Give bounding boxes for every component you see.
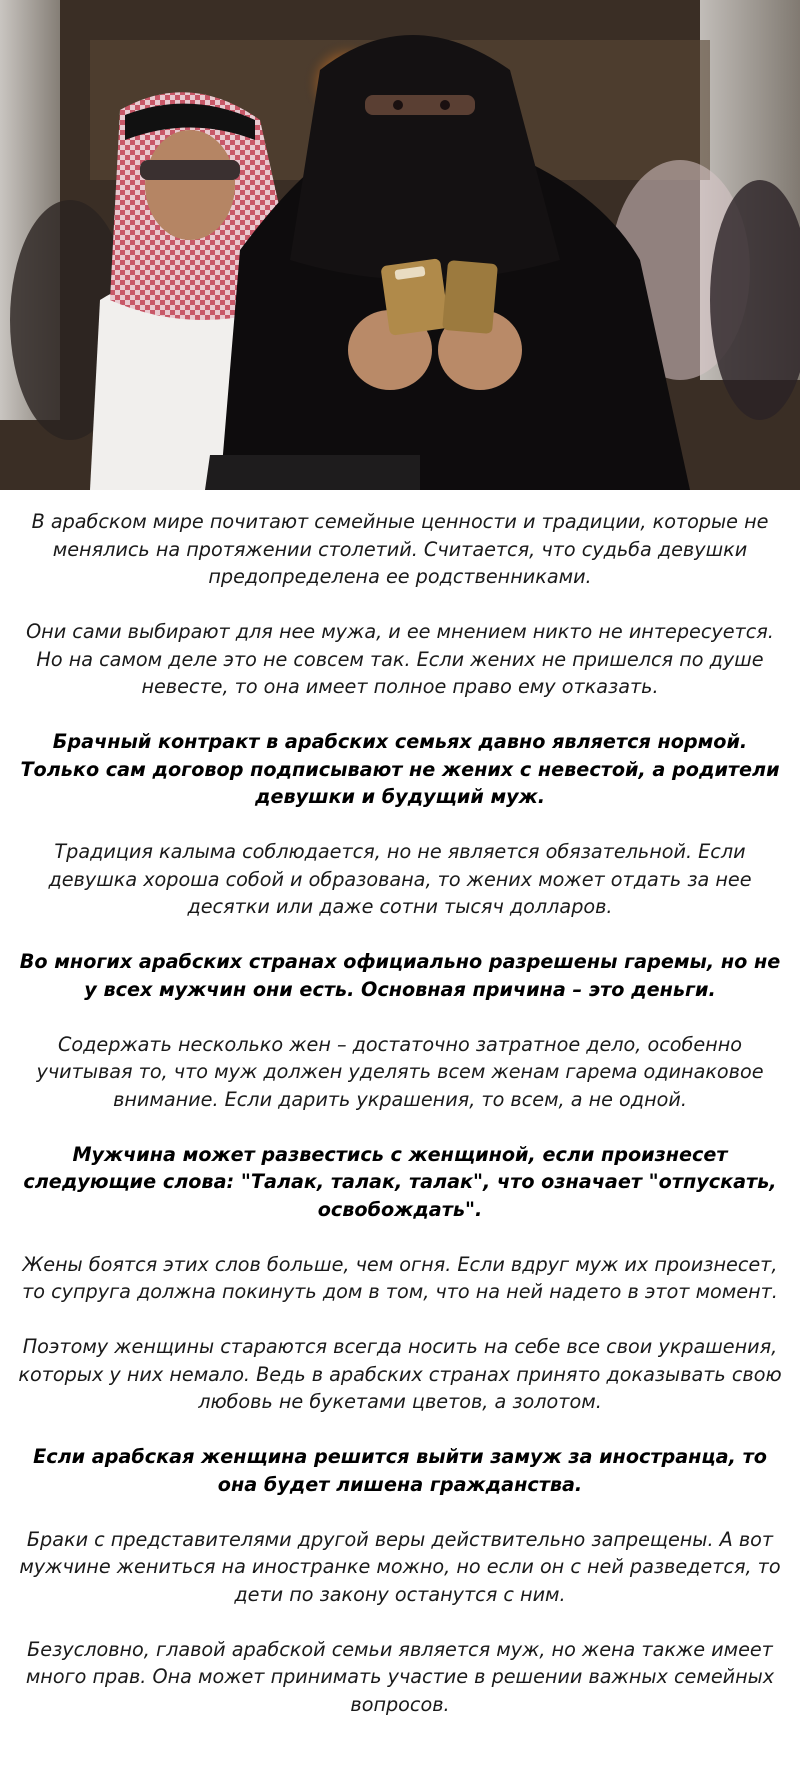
paragraph-1: В арабском мире почитают семейные ценности и традиции, которые не менялись на протяжении столетий. Считается, что судьба девушки предопределена ее родственниками.: [31, 510, 769, 588]
paragraph-11: Браки с представителями другой веры действительно запрещены. А вот мужчине жениться на иностранке можно, но если он с ней разведется, то дети по закону останутся с ним.: [19, 1527, 781, 1606]
paragraph-9: Поэтому женщины стараются всегда носить на себе все свои украшения, которых у них немало. Ведь в арабских странах принято доказывать свою любовь не букетами цветов, а золотом.: [18, 1335, 782, 1413]
paragraph-4: Традиция калыма соблюдается, но не является обязательной. Если девушка хороша собой и образована, то жених может отдать за нее десятки или даже сотни тысяч долларов.: [48, 840, 752, 918]
paragraph-8: Жены боятся этих слов больше, чем огня. Если вдруг муж их произнесет, то супруга должна покинуть дом в том, что на ней надето в этот момент.: [22, 1252, 778, 1303]
hero-photo-illustration: [0, 0, 800, 490]
paragraph-7-bold: Мужчина может развестись с женщиной, если произнесет следующие слова: "Талак, талак, талак", что означает "отпускать, освобождать".: [23, 1142, 777, 1221]
paragraph-5-bold: Во многих арабских странах официально разрешены гаремы, но не у всех мужчин они есть. Основная причина – это деньги.: [19, 950, 781, 1001]
paragraph-6: Содержать несколько жен – достаточно затратное дело, особенно учитывая то, что муж должен уделять всем женам гарема одинаковое внимание. Если дарить украшения, то всем, а не одной.: [36, 1032, 764, 1111]
hero-photo: [0, 0, 800, 490]
paragraph-12: Безусловно, главой арабской семьи является муж, но жена также имеет много прав. Она может принимать участие в решении важных семейных вопросов.: [25, 1637, 775, 1716]
paragraph-3-bold: Брачный контракт в арабских семьях давно является нормой. Только сам договор подписывают не жених с невестой, а родители девушки и будущий муж.: [20, 730, 780, 808]
paragraph-10-bold: Если арабская женщина решится выйти замуж за иностранца, то она будет лишена гражданства.: [33, 1445, 767, 1496]
article-body: [18, 508, 782, 1746]
paragraph-2: Они сами выбирают для нее мужа, и ее мнением никто не интересуется. Но на самом деле это не совсем так. Если жених не пришелся по душе невесте, то она имеет полное право ему отказать.: [26, 620, 774, 698]
